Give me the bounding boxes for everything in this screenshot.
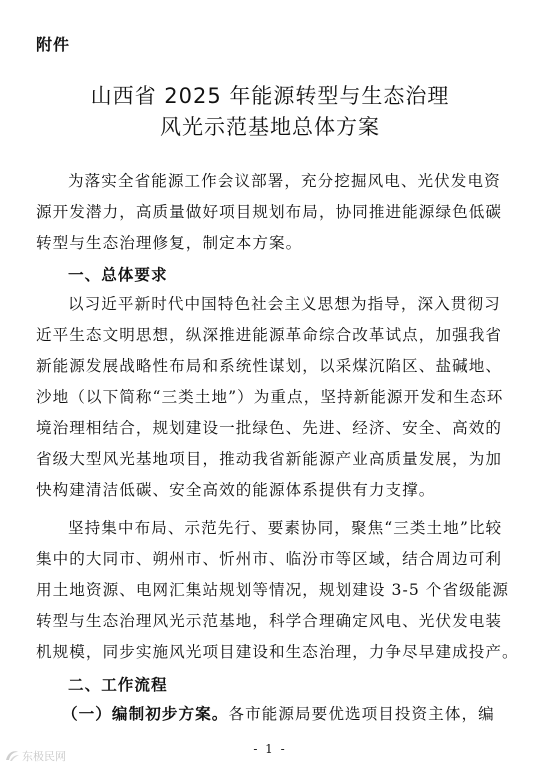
- paragraph-line: 近平生态文明思想，纵深推进能源革命综合改革试点，加强我省: [36, 326, 503, 344]
- subsection-line: [62, 704, 495, 724]
- intro-line: 源开发潜力，高质量做好项目规划布局，协同推进能源绿色低碳: [36, 203, 503, 221]
- paragraph-line: 坚持集中布局、示范先行、要素协同，聚焦“三类土地”比较: [68, 519, 503, 537]
- paragraph-line: 集中的大同市、朔州市、忻州市、临汾市等区域，结合周边可利: [36, 550, 503, 568]
- paragraph-line: 以习近平新时代中国特色社会主义思想为指导，深入贯彻习: [68, 295, 501, 313]
- paragraph-line: 转型与生态治理风光示范基地，科学合理确定风电、光伏发电装: [36, 612, 503, 630]
- paragraph-line: 用土地资源、电网汇集站规划等情况，规划建设 3-5 个省级能源: [36, 581, 510, 599]
- page-number: - 1 -: [253, 742, 287, 756]
- paragraph-line: 境治理相结合，规划建设一批绿色、先进、经济、安全、高效的: [36, 419, 503, 437]
- watermark-text: 东极民网: [22, 750, 66, 763]
- doc-title-line-2: 风光示范基地总体方案: [160, 115, 380, 139]
- watermark: [4, 748, 66, 764]
- intro-line: 转型与生态治理修复，制定本方案。: [36, 234, 303, 252]
- subsection-text: 各市能源局要优选项目投资主体，编: [228, 705, 495, 723]
- intro-line: 为落实全省能源工作会议部署，充分挖掘风电、光伏发电资: [68, 172, 501, 190]
- paragraph-line: 沙地（以下简称“三类土地”）为重点，坚持新能源开发和生态环: [36, 388, 504, 406]
- section-heading: 二、工作流程: [68, 676, 168, 694]
- paragraph-line: 省级大型风光基地项目，推动我省新能源产业高质量发展，为加: [36, 450, 503, 468]
- attachment-label: 附件: [36, 35, 71, 54]
- paragraph-line: 新能源发展战略性布局和系统性谋划，以采煤沉陷区、盐碱地、: [36, 357, 503, 375]
- paragraph-line: 快构建清洁低碳、安全高效的能源体系提供有力支撑。: [36, 481, 436, 499]
- logo-swirl-icon: [4, 749, 20, 763]
- paragraph-line: 机规模，同步实施风光项目建设和生态治理，力争尽早建成投产。: [36, 643, 519, 661]
- subsection-label: （一）编制初步方案。: [62, 704, 229, 723]
- doc-title-line-1: 山西省 2025 年能源转型与生态治理: [90, 84, 450, 108]
- section-heading: 一、总体要求: [68, 266, 168, 284]
